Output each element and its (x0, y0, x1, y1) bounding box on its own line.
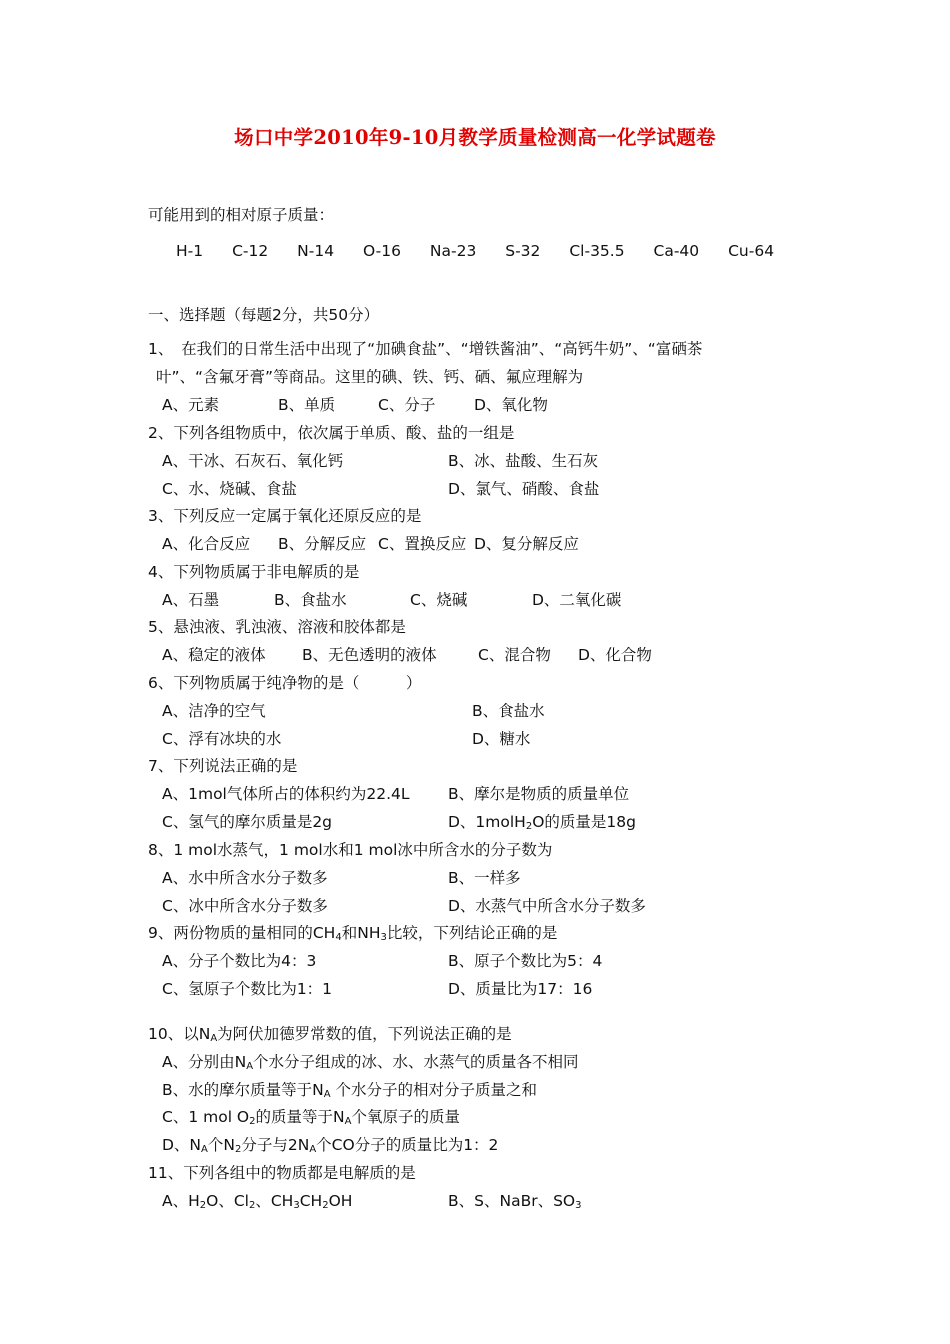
question-3 (148, 503, 828, 559)
question-line: 叶”、“含氟牙膏”等商品。这里的碘、铁、钙、硒、氟应理解为 (156, 367, 584, 386)
option-a: C、冰中所含水分子数多 (162, 896, 328, 915)
atomic-mass-item: S-32 (505, 242, 541, 260)
question-2 (148, 420, 828, 503)
option-c: C、分子 (378, 395, 436, 414)
exam-title: 场口中学2010年9-10月教学质量检测高一化学试题卷 (234, 126, 716, 149)
option-a: A、石墨 (162, 590, 220, 609)
question-stem: 3、下列反应一定属于氧化还原反应的是 (148, 507, 422, 525)
atomic-mass-item: C-12 (232, 242, 269, 260)
option-a: A、分子个数比为4：3 (162, 951, 317, 970)
atomic-mass-heading: 可能用到的相对原子质量： (148, 206, 335, 224)
option-b: D、糖水 (472, 729, 531, 748)
option-b: B、摩尔是物质的质量单位 (448, 784, 630, 803)
option-row (162, 1188, 828, 1216)
atomic-mass-item: N-14 (297, 242, 335, 260)
option-row (162, 587, 828, 615)
option-row (162, 976, 828, 1004)
question-stem: 4、下列物质属于非电解质的是 (148, 563, 360, 581)
option-row (162, 476, 828, 504)
option-b: D、氯气、硝酸、食盐 (448, 479, 600, 498)
question-11 (148, 1160, 828, 1216)
atomic-mass-item: Cl-35.5 (569, 242, 625, 260)
section-heading: 一、选择题（每题2分，共50分） (148, 306, 380, 324)
option-row (162, 809, 828, 837)
option-a: A、水中所含水分子数多 (162, 868, 328, 887)
option-b: B、分解反应 (278, 534, 367, 553)
question-5 (148, 614, 828, 670)
question-line: A、分别由$N_A$个水分子组成的冰、水、水蒸气的质量各不相同 (162, 1052, 579, 1072)
option-a: A、元素 (162, 395, 220, 414)
atomic-mass-item: O-16 (363, 242, 401, 260)
option-d: D、二氧化碳 (532, 590, 622, 609)
option-b: B、单质 (278, 395, 336, 414)
option-d: D、复分解反应 (474, 534, 579, 553)
question-stem: 8、1 mol水蒸气，1 mol水和1 mol冰中所含水的分子数为 (148, 841, 553, 859)
option-b: B、冰、盐酸、生石灰 (448, 451, 599, 470)
question-7 (148, 753, 828, 836)
option-b: B、无色透明的液体 (302, 645, 437, 664)
option-a: C、氢气的摩尔质量是2g (162, 812, 333, 831)
option-row (162, 448, 828, 476)
question-stem: 10、以$N_A$为阿伏加德罗常数的值，下列说法正确的是 (148, 1025, 512, 1044)
question-stem: 2、下列各组物质中，依次属于单质、酸、盐的一组是 (148, 424, 515, 442)
option-b: B、S、NaBr、$SO_3$ (448, 1191, 582, 1211)
question-6 (148, 670, 828, 753)
option-row (162, 781, 828, 809)
option-b: B、食盐水 (274, 590, 347, 609)
option-a: A、1mol气体所占的体积约为22.4L (162, 784, 410, 803)
option-a: A、$H_2O$、$Cl_2$、$CH_3CH_2OH$ (162, 1191, 353, 1211)
option-row (162, 642, 828, 670)
atomic-mass-list (176, 241, 798, 261)
atomic-mass-item: Na-23 (429, 242, 477, 260)
option-d: D、氧化物 (474, 395, 548, 414)
option-b: B、一样多 (448, 868, 521, 887)
question-10 (148, 1021, 828, 1160)
question-1 (148, 336, 828, 419)
question-stem: 7、下列说法正确的是 (148, 757, 298, 775)
option-a: C、氢原子个数比为1：1 (162, 979, 333, 998)
option-b: D、质量比为17：16 (448, 979, 593, 998)
option-row (162, 531, 828, 559)
option-row (162, 948, 828, 976)
option-a: C、浮有冰块的水 (162, 729, 282, 748)
option-c: C、混合物 (478, 645, 551, 664)
question-stem: 9、两份物质的量相同的$CH_4$和$NH_3$比较，下列结论正确的是 (148, 924, 558, 943)
question-8 (148, 837, 828, 920)
question-stem: 5、悬浊液、乳浊液、溶液和胶体都是 (148, 618, 406, 636)
option-a: A、干冰、石灰石、氧化钙 (162, 451, 344, 470)
atomic-mass-item: Ca-40 (653, 242, 700, 260)
question-9 (148, 920, 828, 1003)
option-row (162, 893, 828, 921)
option-b: B、食盐水 (472, 701, 545, 720)
option-a: C、水、烧碱、食盐 (162, 479, 297, 498)
option-a: A、化合反应 (162, 534, 251, 553)
option-b: B、原子个数比为5：4 (448, 951, 603, 970)
option-row (162, 392, 828, 420)
atomic-mass-item: Cu-64 (728, 242, 775, 260)
question-4 (148, 559, 828, 615)
option-c: C、烧碱 (410, 590, 468, 609)
atomic-mass-item: H-1 (176, 242, 204, 260)
option-b: D、1molH$_2$O的质量是18g (448, 812, 636, 832)
option-b: D、水蒸气中所含水分子数多 (448, 896, 646, 915)
question-stem: 6、下列物质属于纯净物的是（ ） (148, 674, 422, 692)
question-stem: 1、 在我们的日常生活中出现了“加碘食盐”、“增铁酱油”、“高钙牛奶”、“富硒茶 (148, 340, 703, 358)
option-d: D、化合物 (578, 645, 652, 664)
option-a: A、稳定的液体 (162, 645, 266, 664)
option-row (162, 698, 828, 726)
question-stem: 11、下列各组中的物质都是电解质的是 (148, 1164, 416, 1182)
option-row (162, 865, 828, 893)
question-line: C、1 mol $O_2$的质量等于$N_A$个氧原子的质量 (162, 1108, 460, 1128)
question-line: D、$N_A$个$N_2$分子与$2N_A$个CO分子的质量比为1：2 (162, 1136, 499, 1156)
question-line: B、水的摩尔质量等于$N_A$ 个水分子的相对分子质量之和 (162, 1080, 538, 1100)
option-row (162, 726, 828, 754)
option-c: C、置换反应 (378, 534, 467, 553)
option-a: A、洁净的空气 (162, 701, 266, 720)
